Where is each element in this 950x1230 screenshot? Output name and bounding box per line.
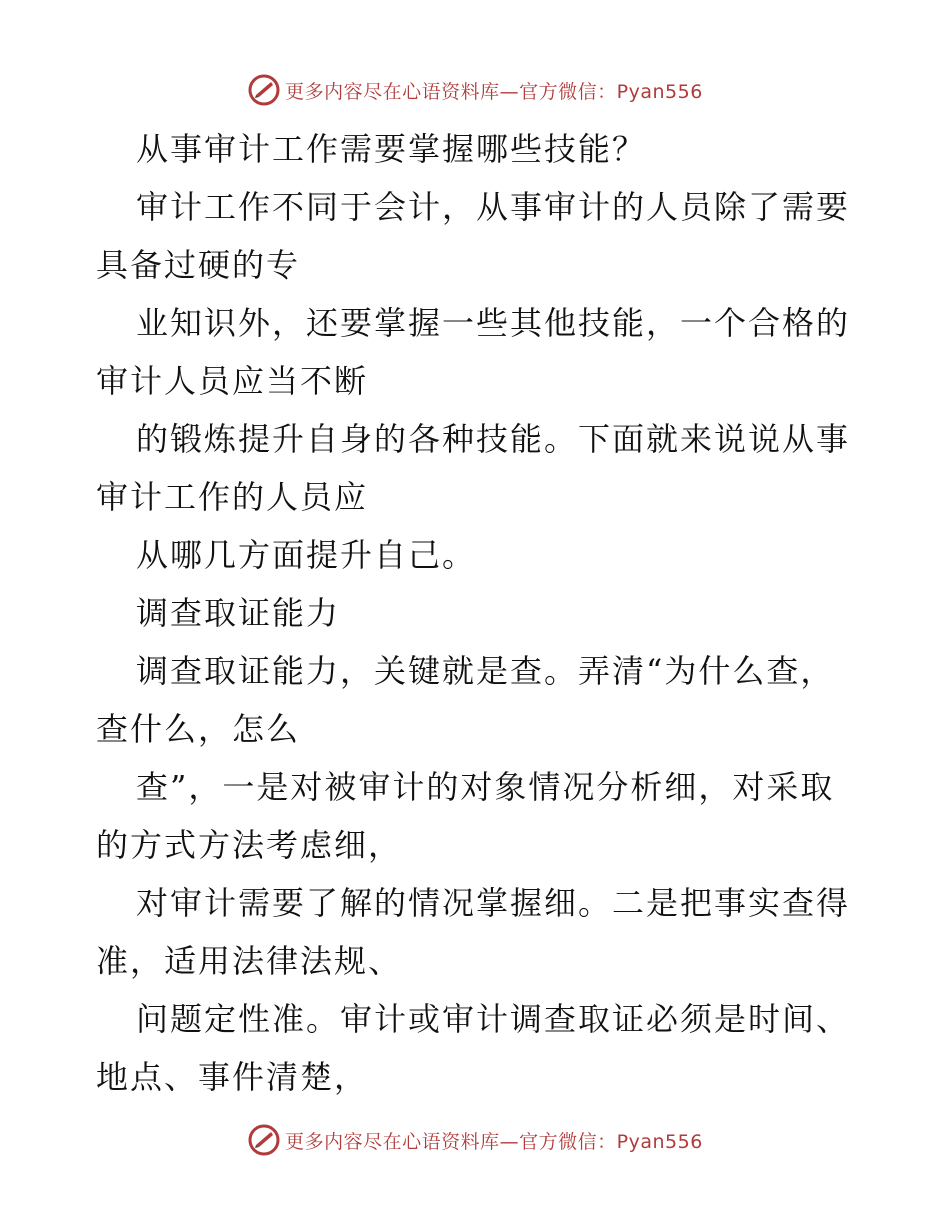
text-line: 查什么，怎么 [96,710,301,748]
text-line: 审计工作的人员应 [96,478,369,516]
text-line: 准，适用法律法规、 [96,942,403,980]
text-line: 从哪几方面提升自己。 [136,536,477,574]
text-line: 业知识外，还要掌握一些其他技能，一个合格的 [136,304,851,342]
text-line: 对审计需要了解的情况掌握细。二是把事实查得 [136,884,851,922]
header-banner-text: 更多内容尽在心语资料库—官方微信：Pyan556 [285,80,703,103]
text-line: 的方式方法考虑细， [96,826,403,864]
text-line: 调查取证能力 [136,594,341,632]
brand-logo-icon [247,1123,281,1157]
text-line: 的锻炼提升自身的各种技能。下面就来说说从事 [136,420,851,458]
text-line: 从事审计工作需要掌握哪些技能？ [136,130,647,168]
text-line: 审计人员应当不断 [96,362,369,400]
text-line: 问题定性准。审计或审计调查取证必须是时间、 [136,1000,851,1038]
brand-logo-icon [247,73,281,107]
footer-banner-text: 更多内容尽在心语资料库—官方微信：Pyan556 [285,1130,703,1153]
text-line: 调查取证能力，关键就是查。弄清“为什么查， [136,652,835,690]
header-banner [0,70,950,110]
text-line: 查”，一是对被审计的对象情况分析细，对采取 [136,768,835,806]
footer-banner [0,1120,950,1160]
text-line: 地点、事件清楚， [96,1058,369,1096]
document-body [96,120,856,1106]
text-line: 具备过硬的专 [96,246,301,284]
text-line: 审计工作不同于会计，从事审计的人员除了需要 [136,188,851,226]
